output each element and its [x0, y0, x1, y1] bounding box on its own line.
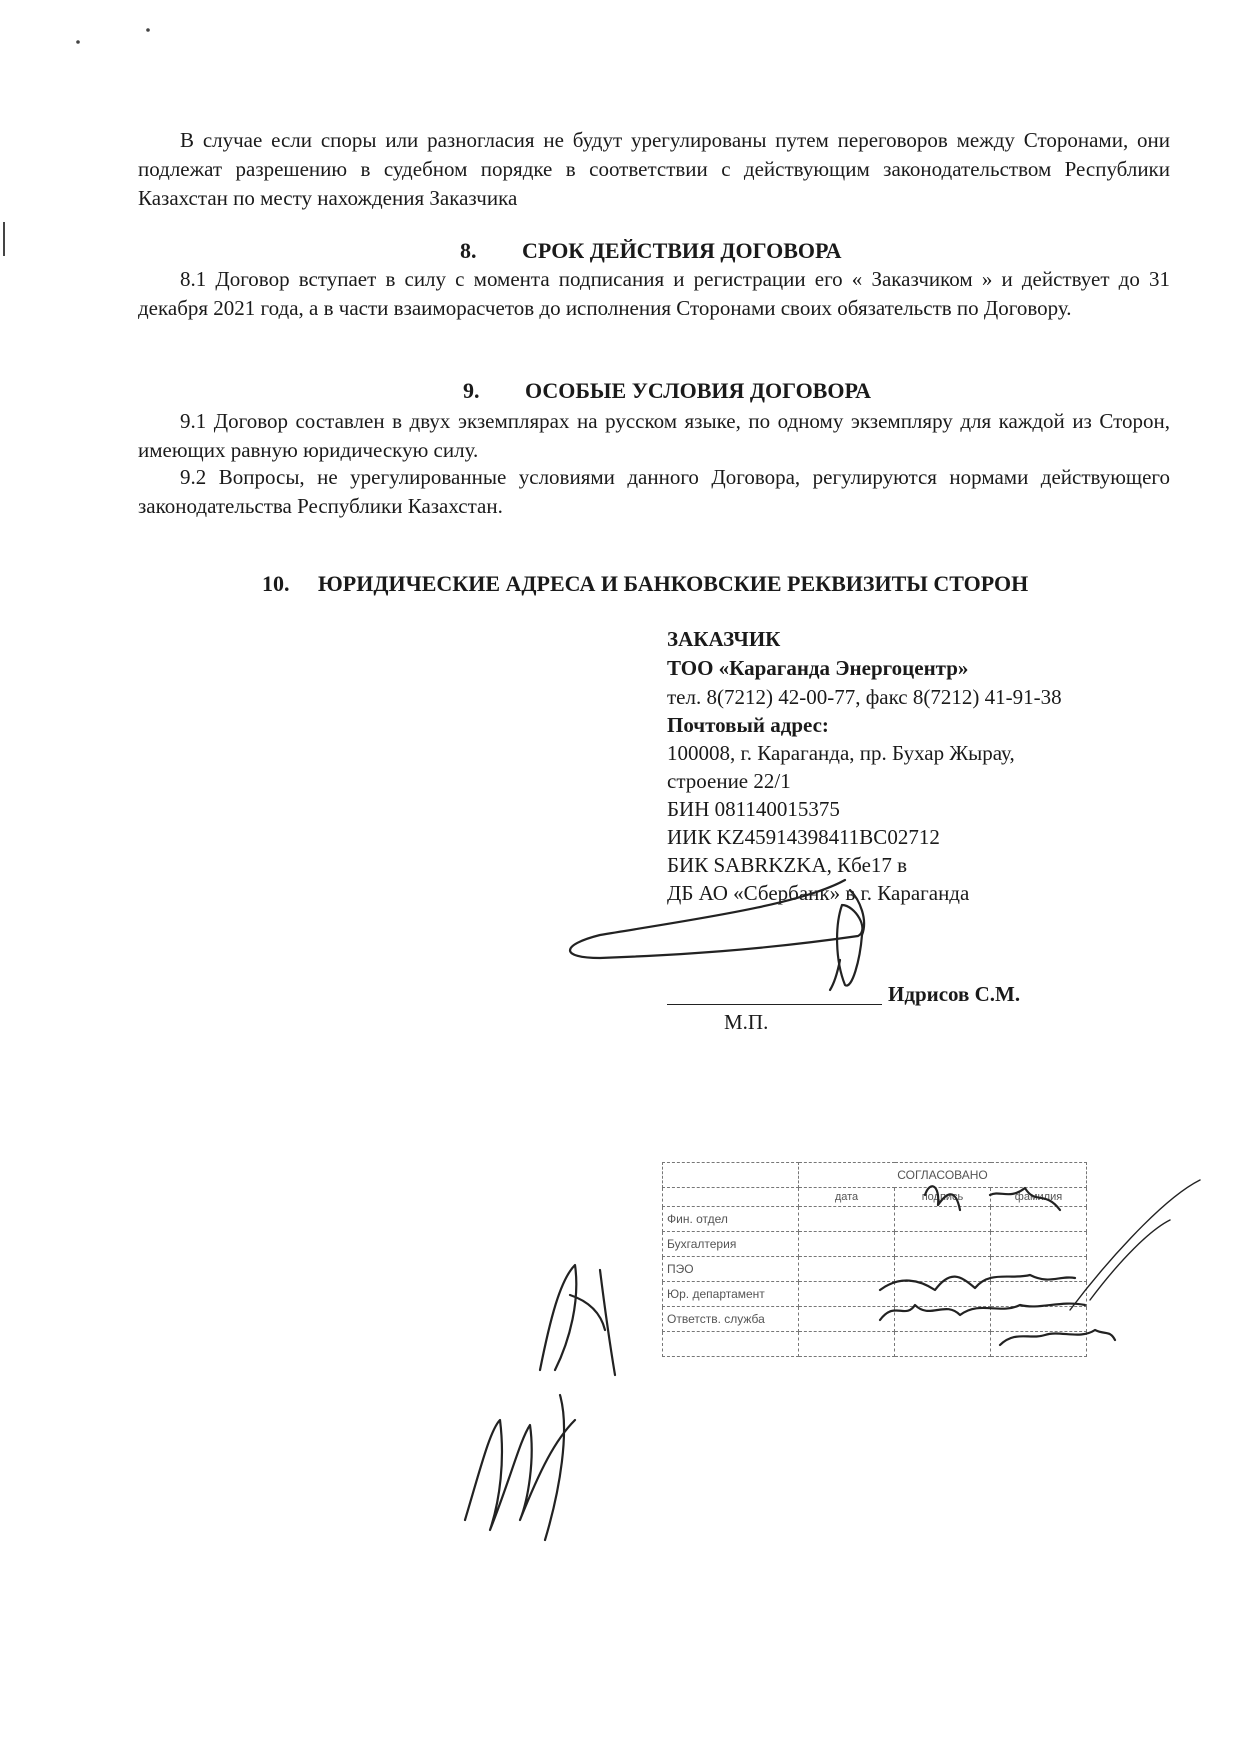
approval-column-signature: подпись — [895, 1188, 991, 1207]
approval-row-label: Фин. отдел — [663, 1207, 799, 1232]
disputes-paragraph: В случае если споры или разногласия не будут урегулированы путем переговоров между Сторонами, они подлежат разрешению в судебном порядке в соответствии с действующим законодательством Республики Казахстан по месту нахождения Заказчика — [138, 128, 1170, 210]
approval-row-label: Ответств. служба — [663, 1307, 799, 1332]
customer-bik: БИК SABRKZKA, Кбе17 в — [667, 853, 908, 877]
approval-table — [662, 1156, 1087, 1357]
customer-address-line-1: 100008, г. Караганда, пр. Бухар Жырау, — [667, 741, 1015, 765]
section-8-title: СРОК ДЕЙСТВИЯ ДОГОВОРА — [522, 238, 842, 263]
clause-9-1: 9.1 Договор составлен в двух экземплярах на русском языке, по одному экземпляру для каждой из Сторон, имеющих равную юридическую силу. — [138, 409, 1170, 462]
customer-bank: ДБ АО «Сбербанк» в г. Караганда — [667, 881, 970, 905]
table-row — [663, 1232, 1087, 1257]
customer-address-line-2: строение 22/1 — [667, 769, 791, 793]
approval-stamp — [662, 1156, 1086, 1372]
scan-edge-mark — [3, 222, 5, 256]
section-9-title: ОСОБЫЕ УСЛОВИЯ ДОГОВОРА — [525, 378, 871, 403]
section-10-number: 10. — [262, 571, 290, 596]
stamp-signature-flourish — [1070, 1180, 1200, 1310]
approval-column-surname: фамилия — [991, 1188, 1087, 1207]
clause-9-2: 9.2 Вопросы, не урегулированные условиями данного Договора, регулируются нормами действующего законодательства Республики Казахстан. — [138, 465, 1170, 518]
left-signature-2 — [465, 1395, 575, 1540]
main-signature-tail — [830, 960, 840, 990]
left-signature-1 — [540, 1265, 615, 1375]
customer-role: ЗАКАЗЧИК — [667, 627, 781, 651]
table-row — [663, 1307, 1087, 1332]
table-row — [663, 1207, 1087, 1232]
customer-postal-label: Почтовый адрес: — [667, 713, 829, 737]
customer-company: ТОО «Караганда Энергоцентр» — [667, 656, 969, 680]
approval-title: СОГЛАСОВАНО — [799, 1163, 1087, 1188]
customer-bin: БИН 081140015375 — [667, 797, 840, 821]
customer-signatory: Идрисов С.М. — [888, 982, 1021, 1006]
clause-8-1: 8.1 Договор вступает в силу с момента подписания и регистрации его « Заказчиком » и действует до 31 декабря 2021 года, а в части взаиморасчетов до исполнения Сторонами своих обязательств по Договору. — [138, 267, 1170, 320]
approval-row-label: Бухгалтерия — [663, 1232, 799, 1257]
section-10-title: ЮРИДИЧЕСКИЕ АДРЕСА И БАНКОВСКИЕ РЕКВИЗИТЫ СТОРОН — [318, 571, 1029, 596]
section-8-heading — [460, 238, 842, 264]
scan-dot — [76, 40, 80, 44]
section-10-heading — [262, 571, 1028, 597]
table-row — [663, 1257, 1087, 1282]
seal-placeholder: М.П. — [724, 1010, 769, 1034]
approval-column-date: дата — [799, 1188, 895, 1207]
signature-line — [667, 1004, 882, 1005]
table-row — [663, 1282, 1087, 1307]
scan-dot — [146, 28, 150, 32]
section-9-heading — [463, 378, 871, 404]
approval-row-label: ПЭО — [663, 1257, 799, 1282]
section-9-number: 9. — [463, 378, 480, 403]
section-8-number: 8. — [460, 238, 477, 263]
approval-row-label: Юр. департамент — [663, 1282, 799, 1307]
customer-iik: ИИК KZ45914398411BC02712 — [667, 825, 940, 849]
customer-phone: тел. 8(7212) 42-00-77, факс 8(7212) 41-91-38 — [667, 685, 1062, 709]
